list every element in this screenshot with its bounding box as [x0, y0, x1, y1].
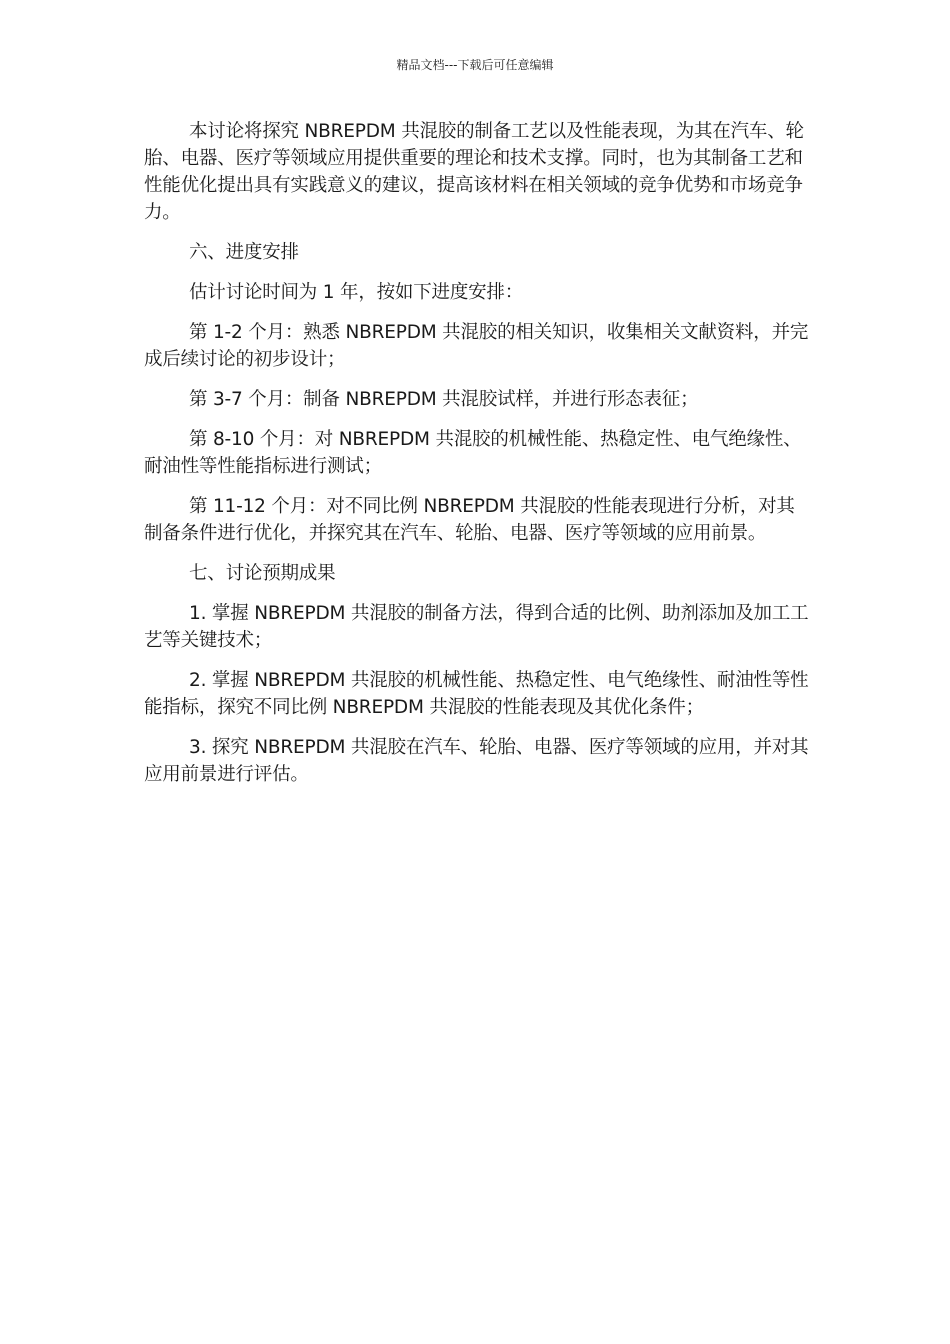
paragraph-schedule-overview: 估计讨论时间为 1 年，按如下进度安排： [189, 282, 524, 303]
document-body [144, 118, 812, 801]
outcome-item-2: 2. 掌握 NBREPDM 共混胶的机械性能、热稳定性、电气绝缘性、耐油性等性能指标，探究不同比例 NBREPDM 共混胶的性能表现及其优化条件； [144, 670, 809, 718]
section-heading-outcomes: 七、讨论预期成果 [189, 563, 336, 584]
outcome-item-1: 1. 掌握 NBREPDM 共混胶的制备方法，得到合适的比例、助剂添加及加工工艺等关键技术； [144, 603, 809, 651]
schedule-item-months-1-2: 第 1-2 个月：熟悉 NBREPDM 共混胶的相关知识，收集相关文献资料，并完成后续讨论的初步设计； [144, 322, 809, 370]
schedule-item-months-3-7: 第 3-7 个月：制备 NBREPDM 共混胶试样，并进行形态表征； [189, 389, 699, 410]
section-heading-schedule: 六、进度安排 [189, 242, 299, 263]
paragraph-intro: 本讨论将探究 NBREPDM 共混胶的制备工艺以及性能表现，为其在汽车、轮胎、电器、医疗等领域应用提供重要的理论和技术支撑。同时，也为其制备工艺和性能优化提出具有实践意义的建议，提高该材料在相关领域的竞争优势和市场竞争力。 [144, 121, 804, 223]
page-header: 精品文档---下载后可任意编辑 [396, 58, 554, 72]
outcome-item-3: 3. 探究 NBREPDM 共混胶在汽车、轮胎、电器、医疗等领域的应用，并对其应用前景进行评估。 [144, 737, 809, 785]
schedule-item-months-11-12: 第 11-12 个月：对不同比例 NBREPDM 共混胶的性能表现进行分析，对其制备条件进行优化，并探究其在汽车、轮胎、电器、医疗等领域的应用前景。 [144, 496, 795, 544]
schedule-item-months-8-10: 第 8-10 个月：对 NBREPDM 共混胶的机械性能、热稳定性、电气绝缘性、耐油性等性能指标进行测试； [144, 429, 802, 477]
